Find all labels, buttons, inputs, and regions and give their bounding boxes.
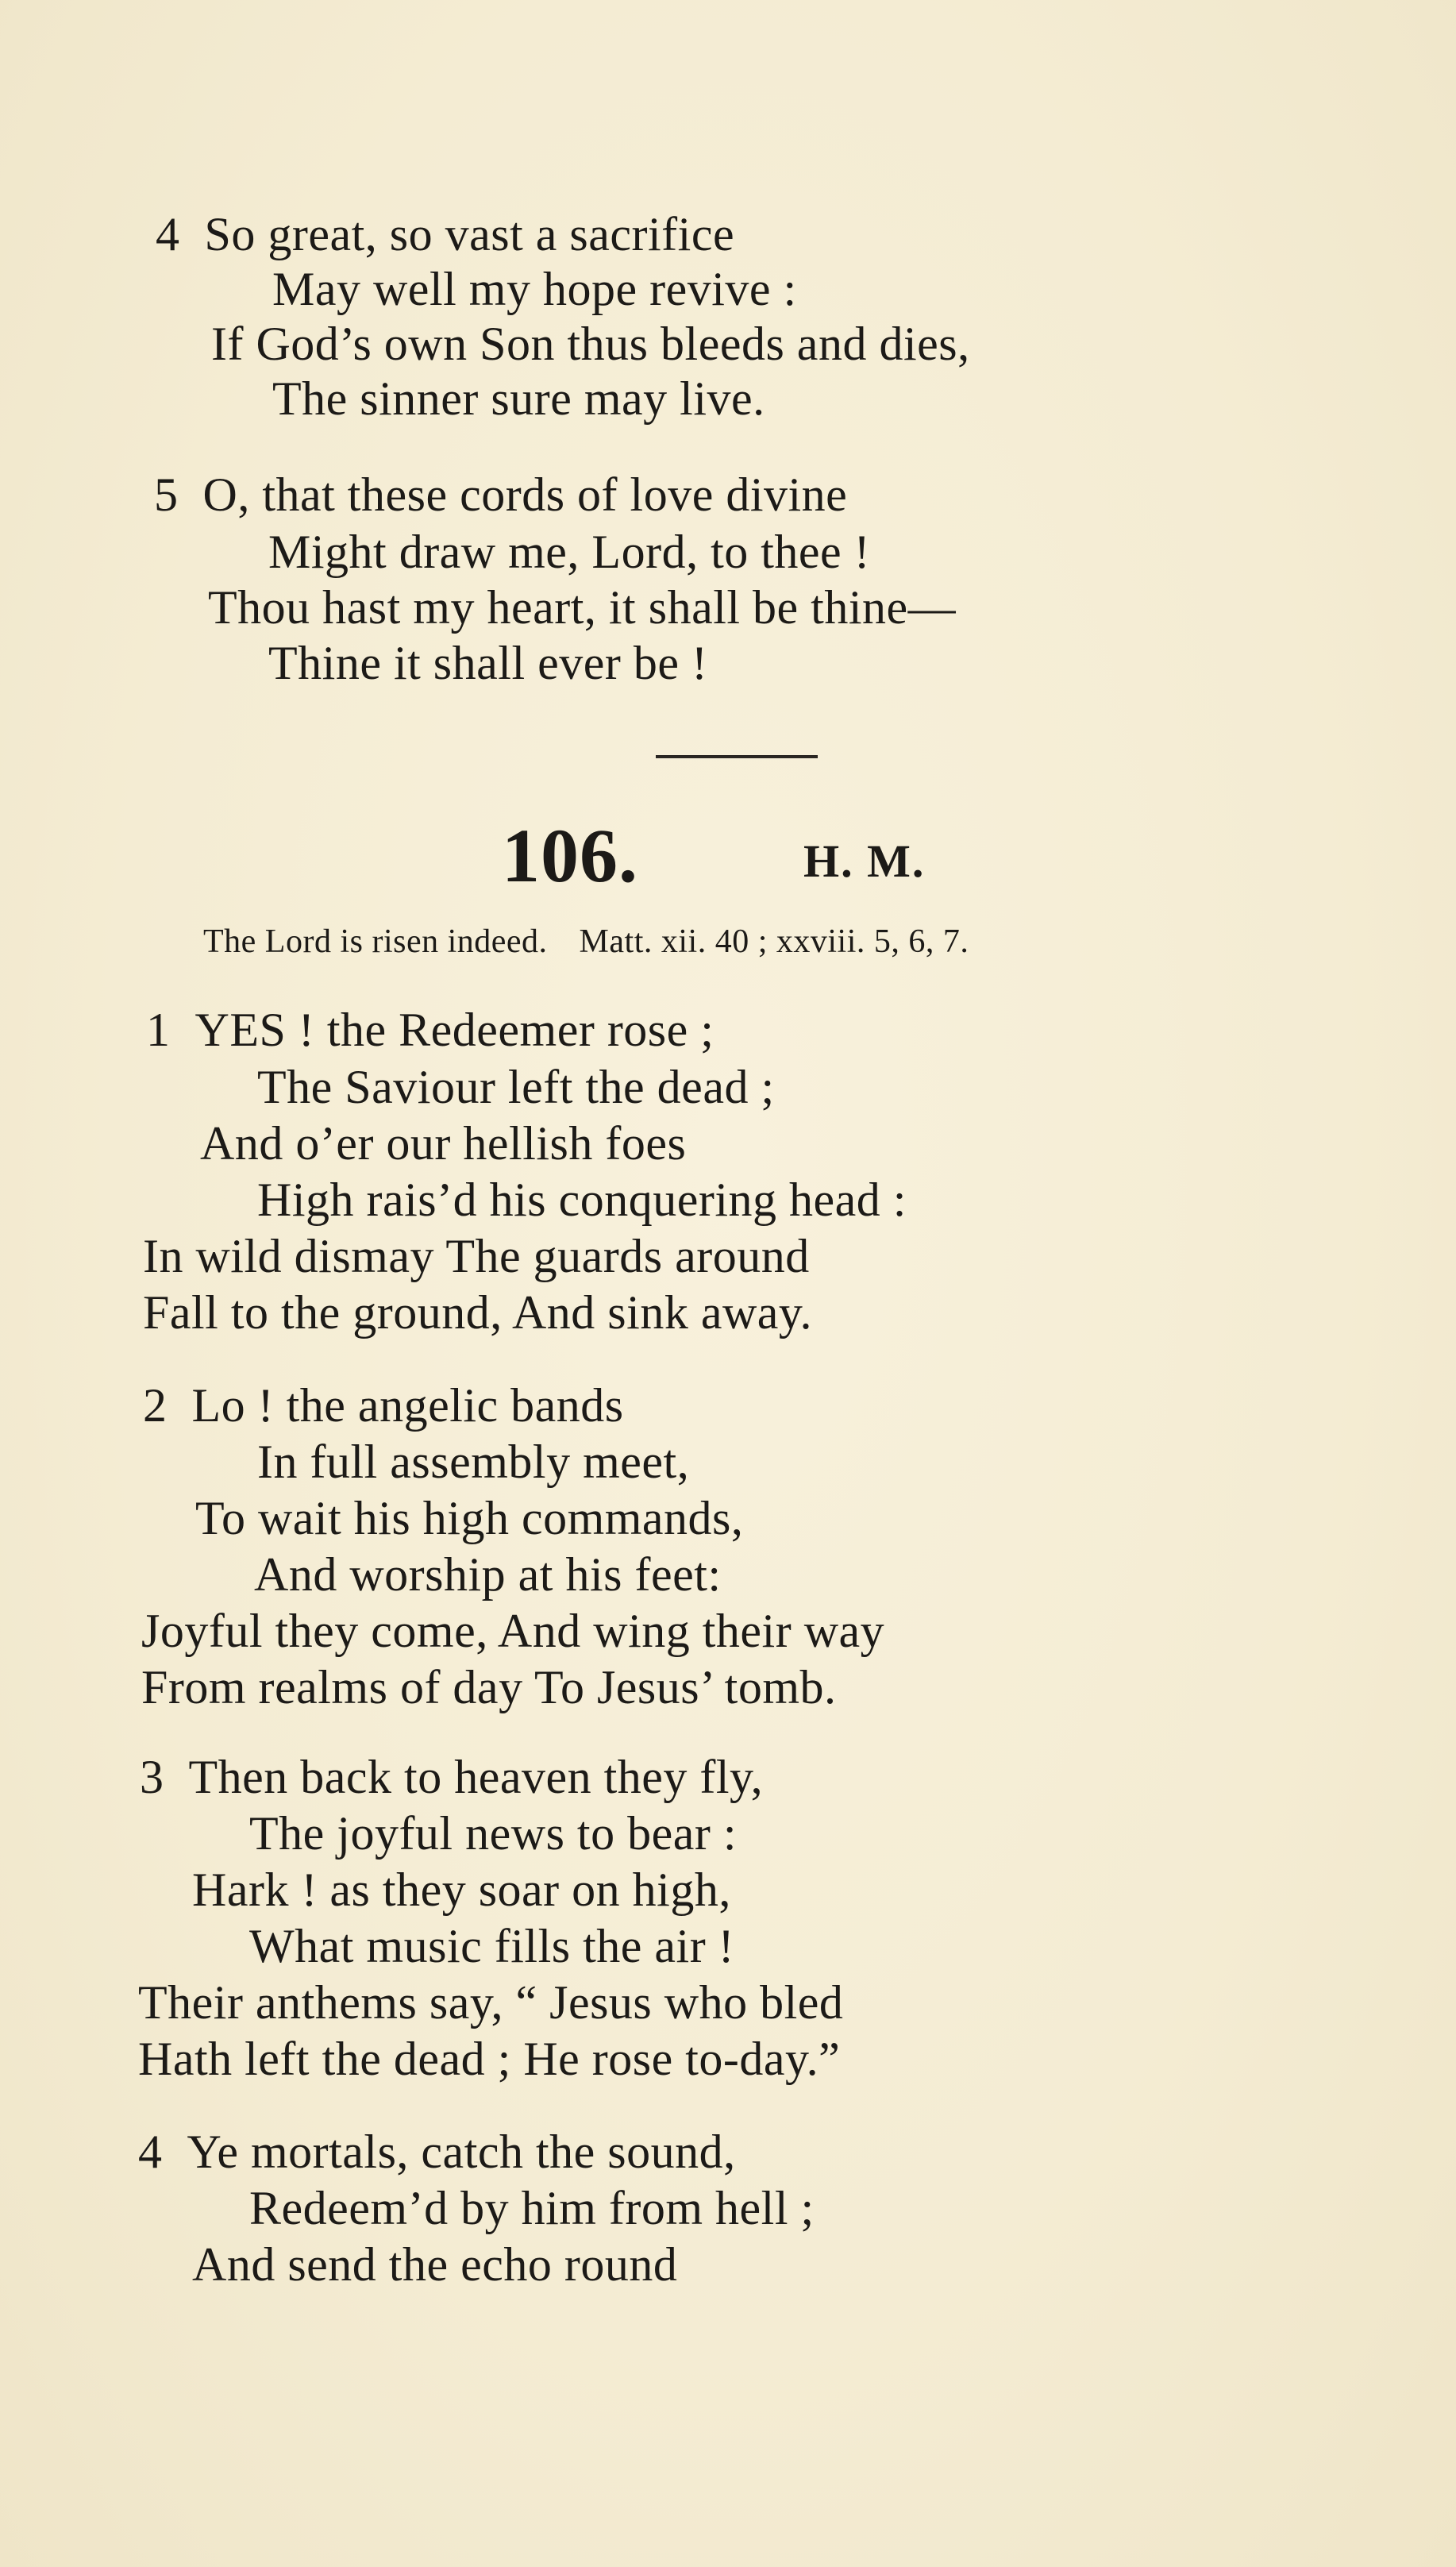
verse-line: Hark ! as they soar on high, — [192, 1864, 731, 1916]
verse-line: High rais’d his conquering head : — [257, 1174, 907, 1226]
verse-line: And send the echo round — [192, 2238, 678, 2291]
line-text: So great, so vast a sacrifice — [204, 208, 735, 260]
verse-line: May well my hope revive : — [272, 263, 797, 315]
verse-line: What music fills the air ! — [249, 1920, 735, 1972]
verse-line: And o’er our hellish foes — [200, 1117, 687, 1170]
verse-line: The joyful news to bear : — [249, 1807, 737, 1860]
verse-line — [154, 467, 847, 522]
stanza-number: 1 — [146, 1004, 171, 1056]
stanza-number: 5 — [154, 468, 179, 521]
hymn-number: 106. — [502, 813, 638, 898]
stanza-number: 2 — [143, 1379, 168, 1432]
verse-line — [140, 1749, 763, 1805]
section-divider — [656, 755, 818, 758]
hymn-theme: The Lord is risen indeed. — [203, 923, 548, 960]
verse-line: Redeem’d by him from hell ; — [249, 2182, 815, 2234]
verse-line: Fall to the ground, And sink away. — [143, 1286, 813, 1339]
verse-line: Joyful they come, And wing their way — [141, 1605, 885, 1657]
verse-line — [138, 2124, 736, 2180]
verse-line: To wait his high commands, — [195, 1492, 744, 1544]
verse-line — [143, 1378, 624, 1433]
stanza-number: 4 — [138, 2126, 163, 2178]
stanza-number: 3 — [140, 1751, 164, 1803]
hymn-subtitle — [203, 921, 969, 962]
verse-line: Thine it shall ever be ! — [268, 637, 708, 689]
line-text: Ye mortals, catch the sound, — [187, 2126, 736, 2178]
line-text: YES ! the Redeemer rose ; — [195, 1004, 715, 1056]
verse-line: And worship at his feet: — [254, 1548, 722, 1601]
verse-line: Thou hast my heart, it shall be thine— — [208, 581, 957, 634]
line-text: O, that these cords of love divine — [202, 468, 848, 521]
verse-line: Hath left the dead ; He rose to-day.” — [138, 2033, 841, 2085]
verse-line — [156, 206, 734, 262]
verse-line: The Saviour left the dead ; — [257, 1061, 775, 1113]
verse-line — [146, 1002, 714, 1058]
verse-line: From realms of day To Jesus’ tomb. — [141, 1661, 837, 1713]
verse-line: In full assembly meet, — [257, 1436, 690, 1488]
verse-line: Their anthems say, “ Jesus who bled — [138, 1976, 844, 2029]
verse-line: If God’s own Son thus bleeds and dies, — [211, 318, 970, 370]
stanza-number: 4 — [156, 208, 180, 260]
scripture-reference: Matt. xii. 40 ; xxviii. 5, 6, 7. — [579, 923, 969, 960]
verse-line: In wild dismay The guards around — [143, 1230, 810, 1282]
line-text: Then back to heaven they fly, — [188, 1751, 764, 1803]
hymn-meter: H. M. — [803, 835, 926, 887]
verse-line: Might draw me, Lord, to thee ! — [268, 526, 871, 578]
line-text: Lo ! the angelic bands — [191, 1379, 624, 1432]
verse-line: The sinner sure may live. — [272, 372, 765, 425]
